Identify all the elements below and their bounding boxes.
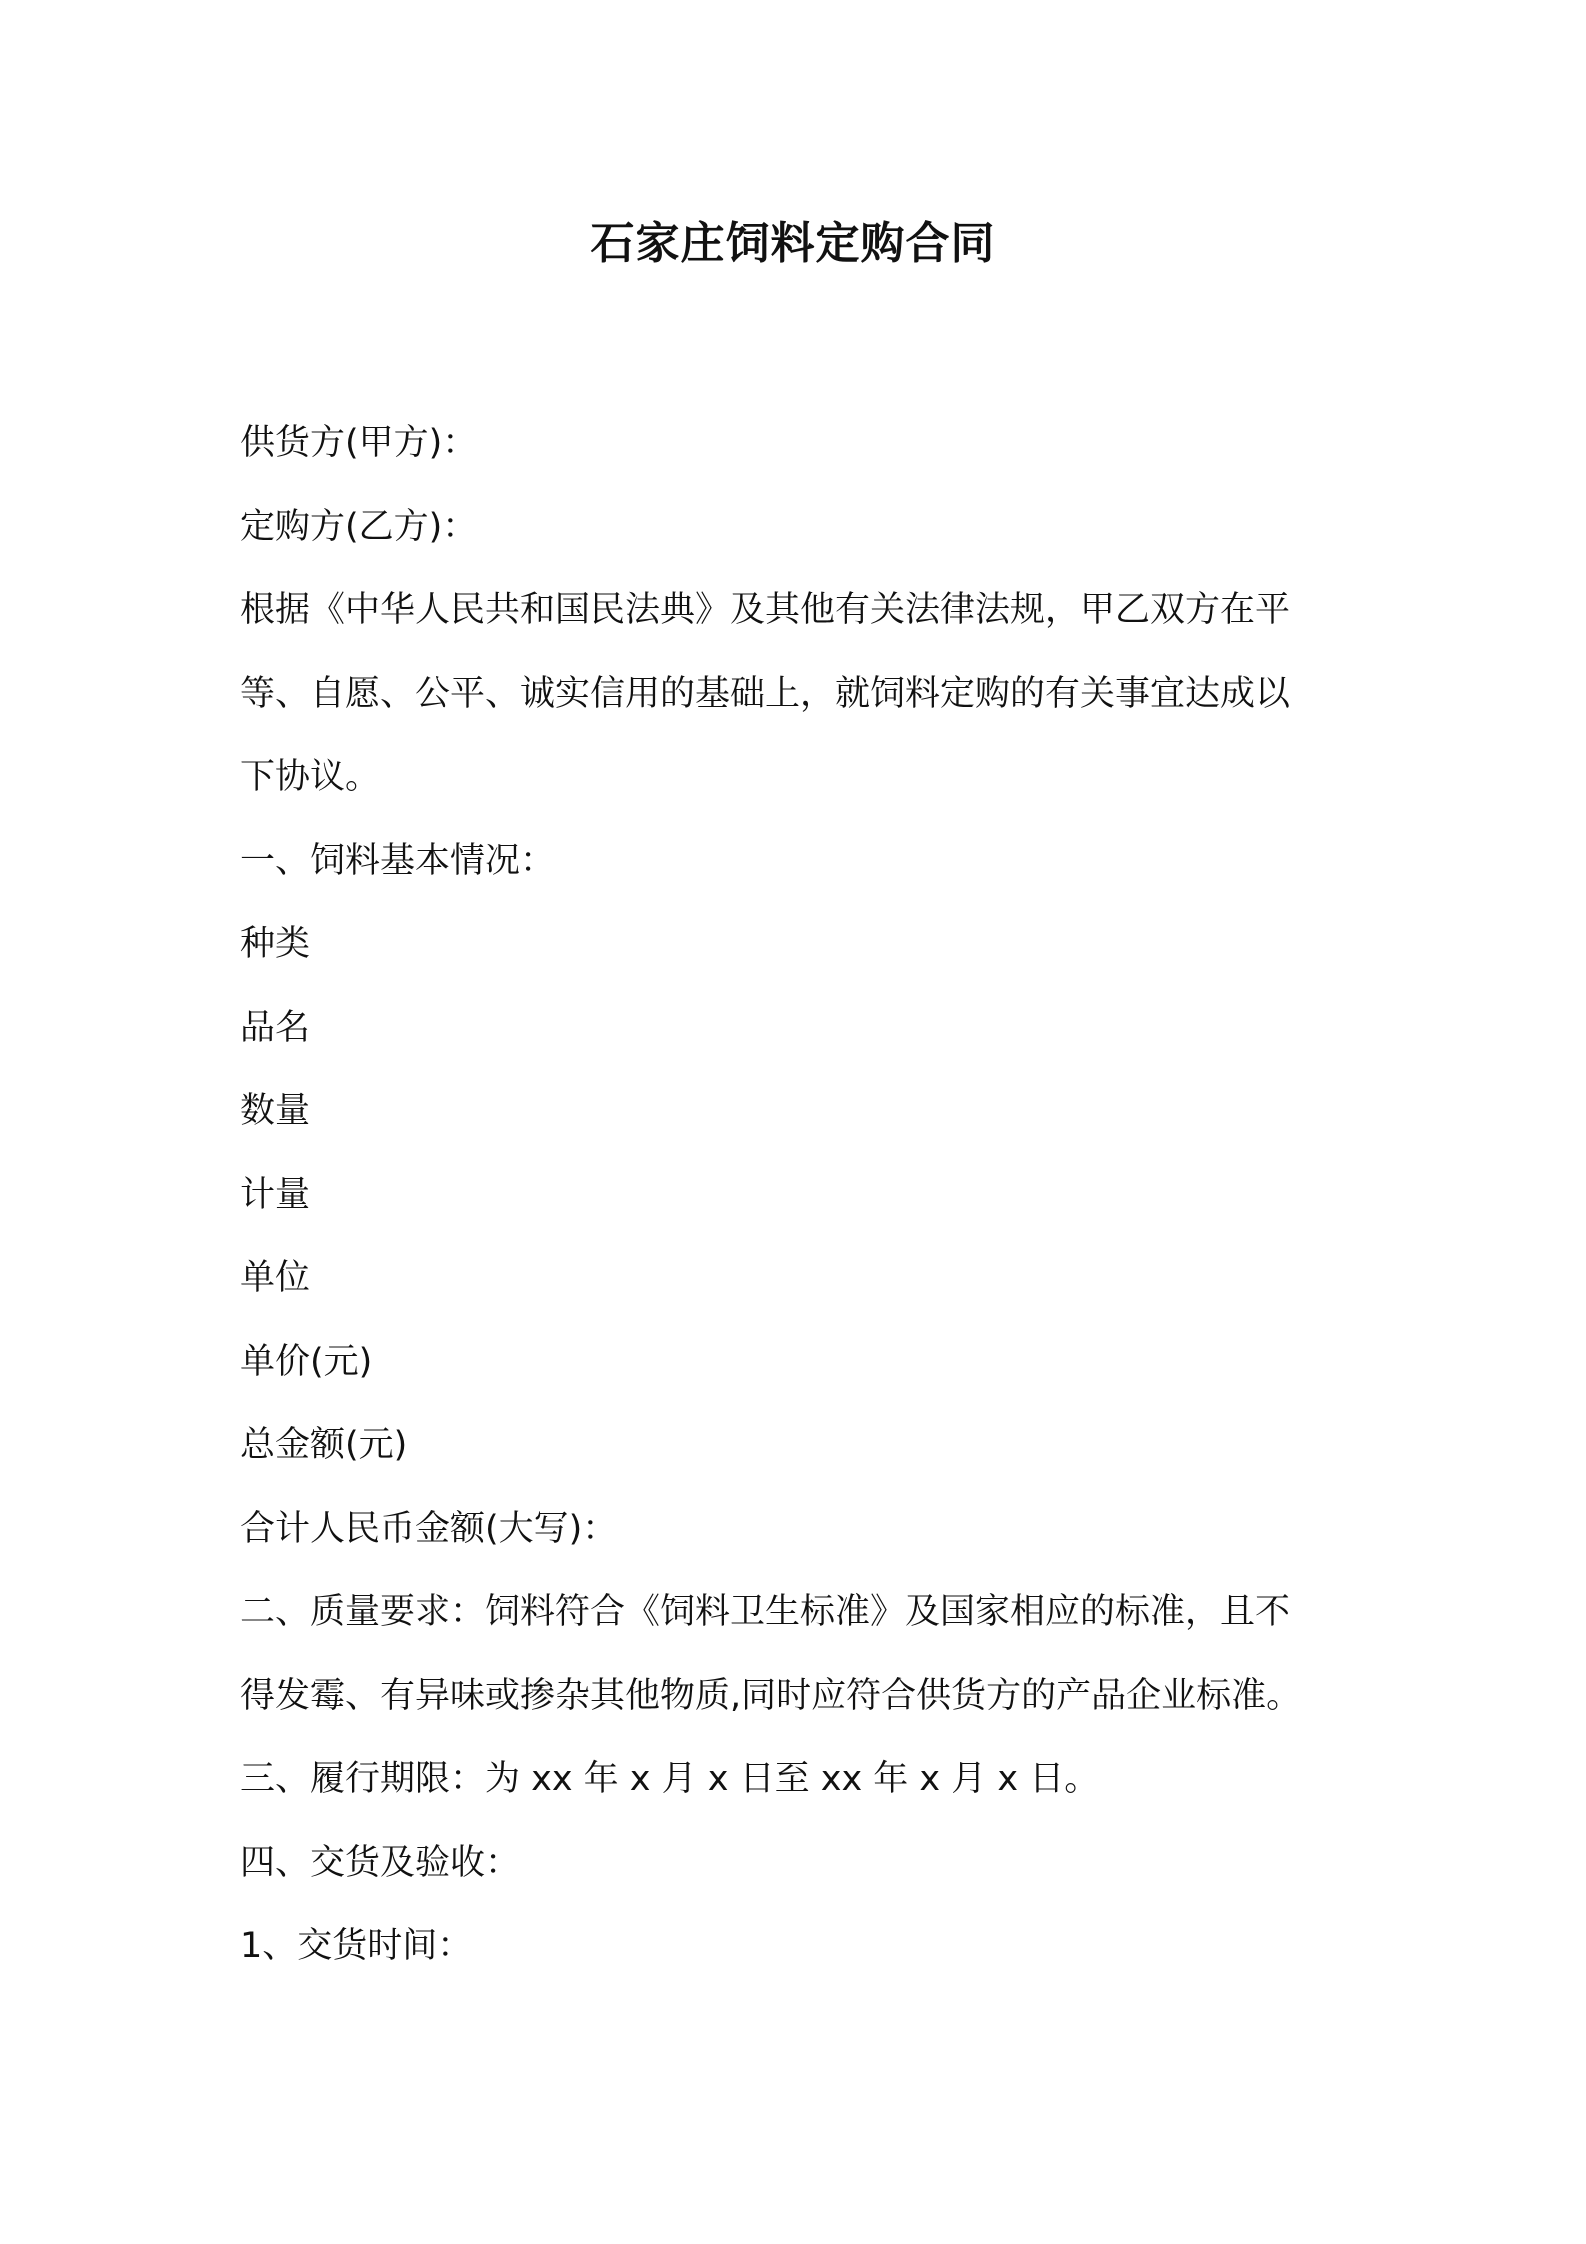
section-3-line: 三、履行期限：为 xx 年 x 月 x 日至 xx 年 x 月 x 日。	[240, 1759, 1100, 1799]
supplier-party-line: 供货方(甲方)：	[240, 423, 478, 463]
section-2-line-2: 得发霉、有异味或掺杂其他物质,同时应符合供货方的产品企业标准。	[240, 1675, 1302, 1716]
field-total-rmb-capital: 合计人民币金额(大写)：	[240, 1508, 618, 1549]
field-total-amount: 总金额(元)	[240, 1425, 408, 1465]
preamble-line-2: 等、自愿、公平、诚实信用的基础上，就饲料定购的有关事宜达成以	[240, 673, 1291, 714]
purchaser-party-line: 定购方(乙方)：	[240, 506, 478, 547]
field-unit-price: 单价(元)	[240, 1341, 373, 1382]
delivery-time-line: 1、交货时间：	[240, 1926, 473, 1966]
field-product-name: 品名	[240, 1007, 311, 1048]
section-1-heading: 一、饲料基本情况：	[240, 840, 556, 881]
document-body	[240, 402, 1360, 1989]
field-measurement: 计量	[240, 1174, 311, 1215]
document-title: 石家庄饲料定购合同	[590, 218, 996, 269]
field-quantity: 数量	[240, 1091, 311, 1131]
preamble-line-1: 根据《中华人民共和国民法典》及其他有关法律法规，甲乙双方在平	[240, 590, 1291, 630]
section-4-heading: 四、交货及验收：	[240, 1842, 521, 1883]
section-2-line-1: 二、质量要求：饲料符合《饲料卫生标准》及国家相应的标准，且不	[240, 1592, 1291, 1632]
preamble-line-3: 下协议。	[240, 757, 381, 797]
field-category: 种类	[240, 924, 311, 964]
field-unit: 单位	[240, 1258, 311, 1298]
